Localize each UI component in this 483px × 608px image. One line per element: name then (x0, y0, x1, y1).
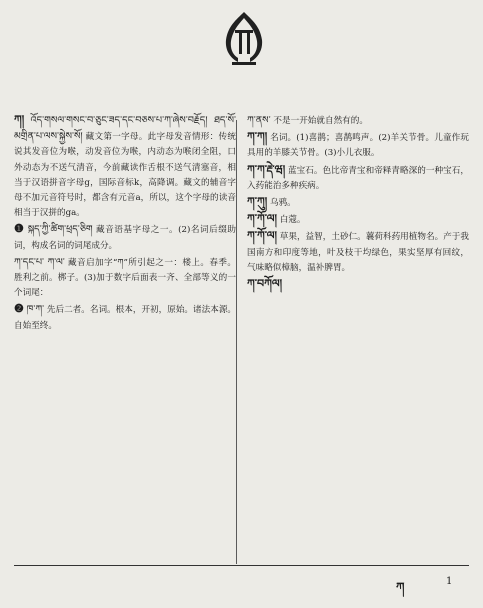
entry-definition: 乌鸦。 (269, 198, 296, 209)
entry-definition: 先后二者。名词。根本，开初，原始。诸法本源。自始至终。 (14, 305, 236, 331)
footer-rule (14, 565, 469, 566)
dictionary-entry (14, 301, 236, 333)
entry-headword: ཀ་ཀོ་ལ། (247, 229, 277, 243)
entry-definition: 不是一开始就自然有的。 (273, 116, 368, 126)
entry-headword: ཀ་ཀོ་ལ། (247, 212, 277, 226)
dictionary-entry (14, 112, 236, 221)
entry-tibetan-text: སྐད་ཀྱི་ཚིག་ཕྲད་ཅིག (27, 224, 93, 236)
entry-tibetan-text: ཀ་དང་པ་ ཀ་ལ་ (14, 256, 65, 268)
entry-definition: 蓝宝石。色比帝青宝和帝释青略深的一种宝石，入药能治多种疾病。 (247, 165, 469, 191)
tibetan-ka-letter-emblem-icon (222, 10, 266, 66)
dictionary-entry (247, 112, 469, 129)
entry-definition: 藏音语基字母之一。(2)名词后缀助词，构成名词的词尾成分。 (14, 225, 236, 251)
dictionary-entry (14, 254, 236, 302)
entry-headword: ❷ (14, 302, 24, 316)
entry-headword: ཀ་ཀ། (247, 130, 268, 144)
entry-headword: ཀ་ཀུ། (247, 195, 268, 209)
entry-headword: ཀ་ཀ་རྡེ་ཝ། (247, 162, 286, 176)
entry-headword: ཀ་བཀོལ། (247, 277, 283, 291)
page-number: 1 (446, 576, 453, 587)
entry-definition: 名词。(1)喜鹊；喜鹊鸣声。(2)羊关节骨。儿童作玩具用的羊膝关节骨。(3)小儿衣服。 (247, 133, 469, 159)
dictionary-entry (247, 211, 469, 228)
entry-definition: 白蔻。 (279, 215, 306, 226)
two-column-body (14, 112, 469, 562)
entry-definition: 草果，益智，土砂仁。蘘荷科药用植物名。产于我国南方和印度等地，叶及枝干均绿色，果实坚厚有回纹，气味略似樟脑，温补脾胃。 (247, 232, 469, 273)
dictionary-entry (247, 194, 469, 211)
left-column (14, 112, 236, 562)
entry-definition: 藏音启加字“ཀ”所引起之一：楼上。春季。胜利之前。梆子。(3)加于数字后面表一齐、全部等义的一个词尾： (14, 257, 236, 299)
dictionary-entry (247, 129, 469, 161)
entry-tibetan-text: འོད་གསལ་གསང་བ་ཅུང་ཟད་དང་བཅས་པ་ཀ་ཞེས་བརྗོད། ཐད་སོ་མགྲིན་པ་ལས་སྐྱེས་སོ། (14, 115, 236, 143)
footer-section-letter: ཀ (396, 580, 405, 594)
dictionary-entry (247, 228, 469, 276)
dictionary-entry (247, 276, 469, 293)
entry-headword: ❶ (14, 222, 25, 236)
dictionary-entry (247, 162, 469, 194)
entry-tibetan-text: ཀ་ནས་ (247, 115, 271, 126)
dictionary-entry (14, 221, 236, 253)
entry-definition: 藏文第一字母。此字母发音情形：传统说其发音位为喉，动发音位为喉，内动态为喉闭全阻，口外动态为不送气清音，今前藏读作舌根不送气清塞音，相当于汉语拼音字母g，国际音标k，高降调。藏文的辅音字母不加元音符号时，都含有元音a，所以，这个字母的读音相当于汉拼的ga。 (14, 132, 236, 219)
entry-tibetan-text: ཁ་ཀ་ (26, 304, 45, 316)
right-column (237, 112, 469, 562)
entry-headword: ཀ། (14, 113, 25, 126)
